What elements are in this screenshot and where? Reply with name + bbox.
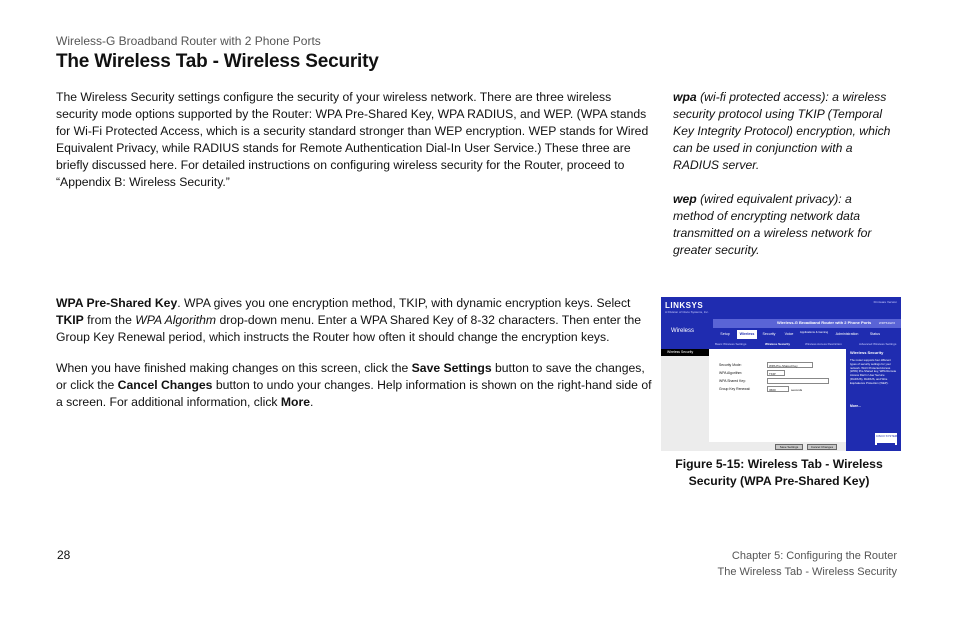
page-title: The Wireless Tab - Wireless Security: [56, 51, 379, 72]
text-run: drop-down menu. Enter a WPA Shared Key of 8-32 characters. Then enter the Group Key Renewal period, which instructs the Router how often it should change the encryption keys.: [56, 313, 642, 344]
save-instructions-paragraph: [56, 360, 656, 411]
model-number: WRT54GP2: [878, 321, 895, 325]
tkip-term: TKIP: [56, 313, 84, 327]
left-header-label: Wireless Security: [667, 350, 694, 354]
linksys-logo: LINKSYS: [665, 301, 704, 310]
def-wpa: (wi-fi protected access): a wireless security protocol using TKIP (Temporal Key Integrity Protocol) encryption, which can be used in conjunction with a RADIUS server.: [673, 90, 891, 172]
wpa-algorithm-select[interactable]: TKIP: [767, 370, 785, 376]
page-number: 28: [57, 548, 71, 562]
sidebar-definition-wep: [673, 191, 893, 259]
text-run: When you have finished making changes on this screen, click the: [56, 361, 412, 375]
intro-paragraph: The Wireless Security settings configure the security of your wireless network. There are three wireless security mode options supported by the Router: WPA Pre-Shared Key, WPA RADIUS, and WEP. (WPA stands for Wi-Fi Protected Access, which is a security standard stronger than WEP encryption. WEP stands for Wired Equivalent Privacy, while RADIUS stands for Remote Authentication Dial-In User Service.) These three are briefly discussed here. For detailed instructions on configuring wireless security for the Router, proceed to “Appendix B: Wireless Security.”: [56, 90, 649, 189]
text-run: from the: [83, 313, 136, 327]
text-run: button to undo your changes. Help information is shown on the right-hand side of a screen. For additional information, click: [56, 378, 652, 409]
wpa-algorithm-term: WPA Algorithm: [135, 313, 217, 327]
main-tabs: [713, 330, 901, 339]
running-footer: [717, 548, 897, 580]
subtab-basic-wireless[interactable]: Basic Wireless Settings: [715, 342, 747, 346]
seconds-unit: seconds: [791, 388, 803, 392]
save-settings-term: Save Settings: [411, 361, 492, 375]
cancel-changes-button[interactable]: Cancel Changes: [807, 444, 837, 450]
text-run: button to save the changes, or click the: [56, 361, 645, 392]
security-mode-label: Security Mode:: [719, 363, 742, 367]
cisco-bars-icon: [877, 438, 895, 445]
section-title: Wireless: [671, 328, 695, 334]
help-text: The router supports four different types of security settings for your network. Wi-Fi Protected Access (WPA) Pre-Shared key, WPA Remote Access Dial In User Service (RADIUS), RADIUS, and Wire Equivalence Protection (WEP).: [850, 358, 897, 385]
left-column: [661, 349, 709, 451]
logo-subtitle: A Division of Cisco Systems, Inc.: [665, 310, 709, 314]
sub-tabs: [713, 340, 901, 348]
term-wep: wep: [673, 192, 697, 206]
security-mode-select[interactable]: WPA Pre-Shared Key: [767, 362, 813, 368]
figure-screenshot: [661, 297, 901, 451]
wpa-shared-key-input[interactable]: [767, 378, 829, 384]
tab-applications-gaming[interactable]: Applications & Gaming: [799, 330, 829, 334]
more-term: More: [280, 395, 311, 409]
sidebar-definition-wpa: [673, 89, 893, 174]
tab-voice[interactable]: Voice: [784, 332, 794, 336]
wpa-algorithm-label: WPA Algorithm:: [719, 371, 743, 375]
group-key-renewal-input[interactable]: 3600: [767, 386, 789, 392]
help-title: Wireless Security: [850, 350, 884, 355]
wpa-psk-paragraph: [56, 295, 656, 346]
wpa-psk-term: WPA Pre-Shared Key: [56, 296, 178, 310]
wpa-shared-key-label: WPA Shared Key:: [719, 379, 746, 383]
product-name: Wireless-G Broadband Router with 2 Phone Ports: [777, 320, 872, 325]
tab-security[interactable]: Security: [762, 332, 776, 336]
running-header: Wireless-G Broadband Router with 2 Phone Ports: [56, 34, 321, 48]
cisco-logo-text: CISCO SYSTEMS: [876, 434, 900, 438]
footer-section: The Wireless Tab - Wireless Security: [717, 566, 897, 578]
cancel-changes-term: Cancel Changes: [117, 378, 213, 392]
footer-chapter: Chapter 5: Configuring the Router: [731, 550, 897, 562]
subtab-wireless-security[interactable]: Wireless Security: [765, 342, 790, 346]
firmware-version: Firmware Version: [873, 300, 897, 304]
term-wpa: wpa: [673, 90, 697, 104]
help-more-link[interactable]: More...: [850, 404, 861, 408]
group-key-renewal-label: Group Key Renewal:: [719, 387, 751, 391]
subtab-access-restriction[interactable]: Wireless Access Restriction: [805, 342, 842, 346]
subtab-advanced-wireless[interactable]: Advanced Wireless Settings: [859, 342, 897, 346]
tab-administration[interactable]: Administration: [835, 332, 859, 336]
tab-wireless[interactable]: Wireless: [737, 330, 757, 339]
tab-status[interactable]: Status: [869, 332, 881, 336]
save-settings-button[interactable]: Save Settings: [775, 444, 803, 450]
figure-caption: Figure 5-15: Wireless Tab - Wireless Security (WPA Pre-Shared Key): [675, 457, 883, 488]
text-run: .: [310, 395, 314, 409]
def-wep: (wired equivalent privacy): a method of encrypting network data transmitted on a wireless network for greater security.: [673, 192, 872, 257]
text-run: . WPA gives you one encryption method, TKIP, with dynamic encryption keys. Select: [177, 296, 631, 310]
tab-setup[interactable]: Setup: [720, 332, 730, 336]
